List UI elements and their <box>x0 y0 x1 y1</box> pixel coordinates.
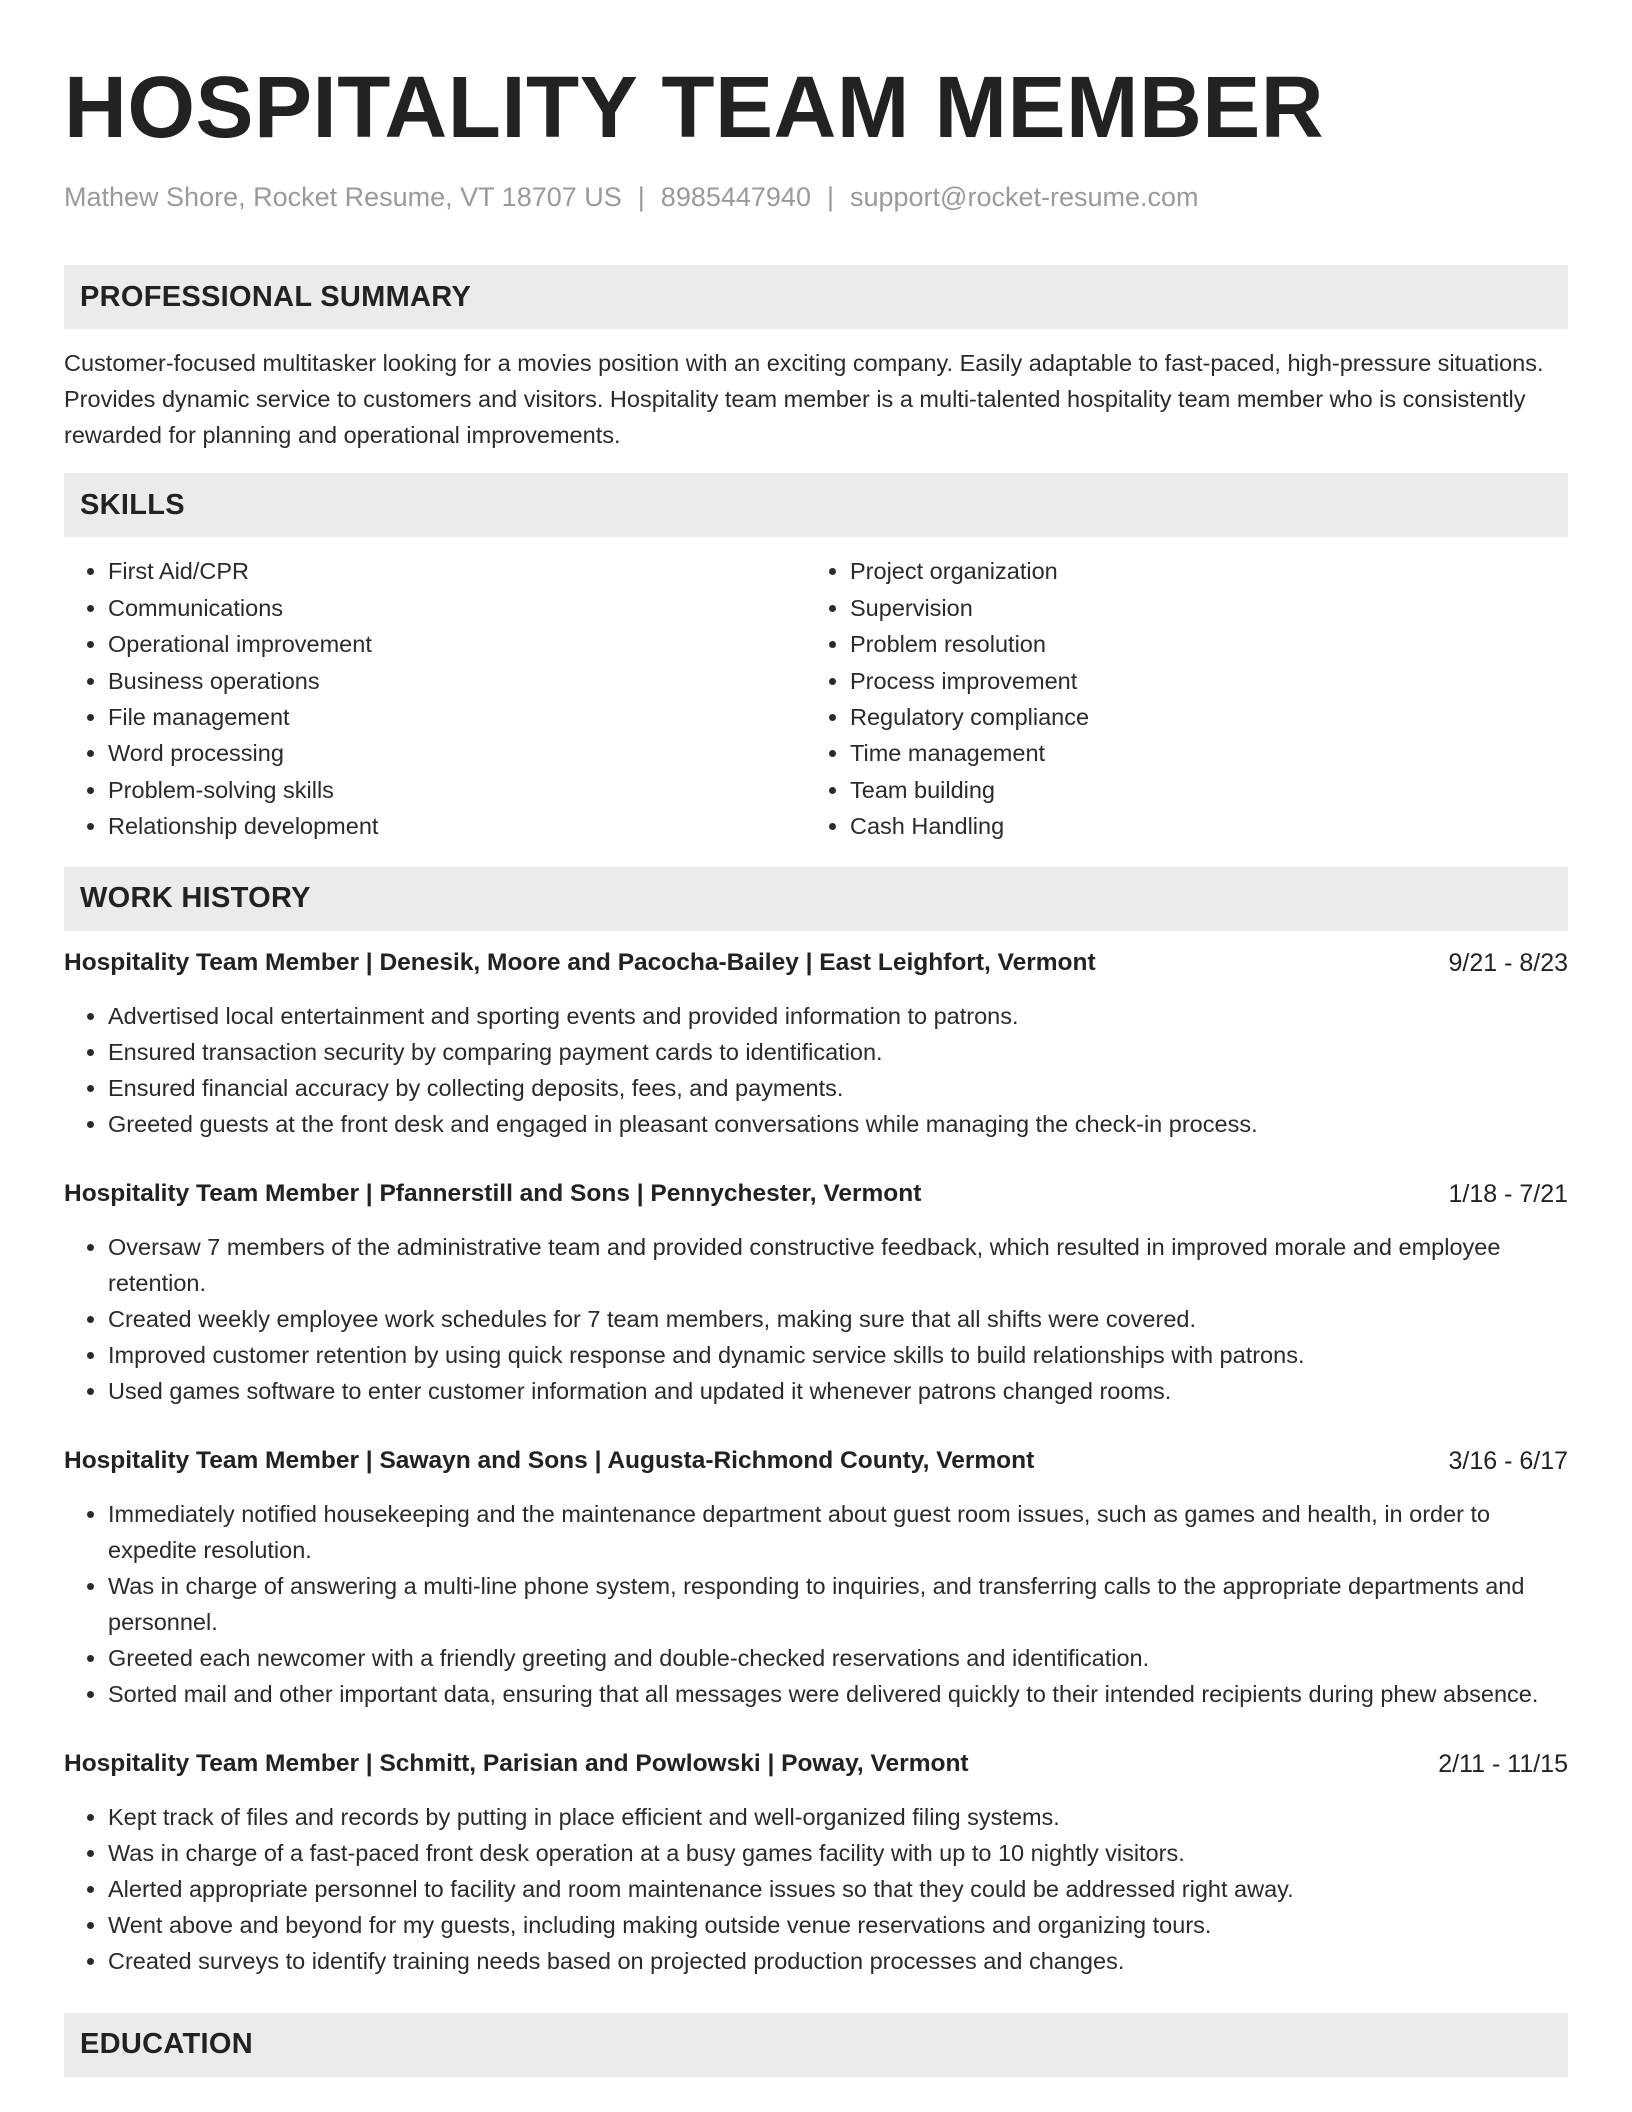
skill-item: • Supervision <box>850 590 1548 626</box>
skill-item: • Project organization <box>850 553 1548 589</box>
job-entry <box>64 1746 1568 1979</box>
job-bullet: • Kept track of files and records by putting in place efficient and well-organized filing systems. <box>108 1799 1568 1835</box>
job-bullet: • Immediately notified housekeeping and the maintenance department about guest room issues, such as games and health, in order to expedite resolution. <box>108 1496 1568 1568</box>
job-bullets <box>64 998 1568 1142</box>
skill-item: • File management <box>108 699 806 735</box>
job-title: Hospitality Team Member | Schmitt, Parisian and Powlowski | Poway, Vermont <box>64 1749 969 1777</box>
job-dates: 1/18 - 7/21 <box>1448 1179 1568 1208</box>
job-bullet: • Went above and beyond for my guests, including making outside venue reservations and organizing tours. <box>108 1907 1568 1943</box>
skill-item: • Process improvement <box>850 663 1548 699</box>
job-title: Hospitality Team Member | Denesik, Moore and Pacocha-Bailey | East Leighfort, Vermont <box>64 948 1096 976</box>
contact-address: Mathew Shore, Rocket Resume, VT 18707 US <box>64 182 622 212</box>
skill-item: • Cash Handling <box>850 808 1548 844</box>
skill-item: • Regulatory compliance <box>850 699 1548 735</box>
section-header-skills: SKILLS <box>64 473 1568 537</box>
skills-list <box>64 553 1568 844</box>
job-bullet: • Used games software to enter customer information and updated it whenever patrons changed rooms. <box>108 1373 1568 1409</box>
summary-text: Customer-focused multitasker looking for a movies position with an exciting company. Easily adaptable to fast-paced, high-pressure situations. Provides dynamic service to customers and visitors. Hospitality team member is a multi-talented hospitality team member who is consistently rewarded for planning and operational improvements. <box>64 350 1544 449</box>
job-header <box>64 1176 1568 1212</box>
skill-item: • First Aid/CPR <box>108 553 806 589</box>
job-bullet: • Greeted each newcomer with a friendly greeting and double-checked reservations and identification. <box>108 1640 1568 1676</box>
job-entry <box>64 1176 1568 1409</box>
section-header-work-history: WORK HISTORY <box>64 867 1568 931</box>
contact-phone: 8985447940 <box>660 182 811 212</box>
job-bullet: • Alerted appropriate personnel to facility and room maintenance issues so that they could be addressed right away. <box>108 1871 1568 1907</box>
job-title: Hospitality Team Member | Sawayn and Sons | Augusta-Richmond County, Vermont <box>64 1446 1035 1474</box>
contact-line <box>64 181 1568 213</box>
job-title: Hospitality Team Member | Pfannerstill and Sons | Pennychester, Vermont <box>64 1179 922 1207</box>
job-bullet: • Ensured transaction security by comparing payment cards to identification. <box>108 1034 1568 1070</box>
job-bullet: • Improved customer retention by using quick response and dynamic service skills to build relationships with patrons. <box>108 1337 1568 1373</box>
skill-item: • Word processing <box>108 735 806 771</box>
job-bullets <box>64 1229 1568 1409</box>
skill-item: • Business operations <box>108 663 806 699</box>
skill-item: • Communications <box>108 590 806 626</box>
section-header-education: EDUCATION <box>64 2013 1568 2077</box>
job-header <box>64 1746 1568 1782</box>
contact-email[interactable]: support@rocket-resume.com <box>849 182 1199 212</box>
job-bullet: • Ensured financial accuracy by collecting deposits, fees, and payments. <box>108 1070 1568 1106</box>
job-bullet: • Oversaw 7 members of the administrative team and provided constructive feedback, which resulted in improved morale and employee retention. <box>108 1229 1568 1301</box>
job-header <box>64 945 1568 981</box>
job-entry <box>64 1443 1568 1712</box>
skill-item: • Team building <box>850 772 1548 808</box>
contact-separator: | <box>637 182 645 212</box>
job-dates: 9/21 - 8/23 <box>1448 948 1568 977</box>
skills-column-left <box>64 553 806 844</box>
skill-item: • Problem resolution <box>850 626 1548 662</box>
job-header <box>64 1443 1568 1479</box>
job-bullet: • Was in charge of a fast-paced front desk operation at a busy games facility with up to 10 nightly visitors. <box>108 1835 1568 1871</box>
section-header-summary: PROFESSIONAL SUMMARY <box>64 265 1568 329</box>
skills-column-right <box>806 553 1548 844</box>
skill-item: • Time management <box>850 735 1548 771</box>
resume-title: HOSPITALITY TEAM MEMBER <box>64 59 1325 156</box>
contact-separator: | <box>826 182 834 212</box>
job-bullet: • Advertised local entertainment and sporting events and provided information to patrons. <box>108 998 1568 1034</box>
job-bullet: • Was in charge of answering a multi-line phone system, responding to inquiries, and transferring calls to the appropriate departments and personnel. <box>108 1568 1568 1640</box>
job-dates: 3/16 - 6/17 <box>1448 1446 1568 1475</box>
job-bullet: • Created surveys to identify training needs based on projected production processes and changes. <box>108 1943 1568 1979</box>
job-dates: 2/11 - 11/15 <box>1438 1749 1568 1778</box>
job-bullets <box>64 1799 1568 1979</box>
job-bullets <box>64 1496 1568 1712</box>
job-bullet: • Created weekly employee work schedules for 7 team members, making sure that all shifts were covered. <box>108 1301 1568 1337</box>
job-bullet: • Sorted mail and other important data, ensuring that all messages were delivered quickly to their intended recipients during phew absence. <box>108 1676 1568 1712</box>
skill-item: • Relationship development <box>108 808 806 844</box>
skill-item: • Operational improvement <box>108 626 806 662</box>
job-bullet: • Greeted guests at the front desk and engaged in pleasant conversations while managing the check-in process. <box>108 1106 1568 1142</box>
job-entry <box>64 945 1568 1142</box>
skill-item: • Problem-solving skills <box>108 772 806 808</box>
